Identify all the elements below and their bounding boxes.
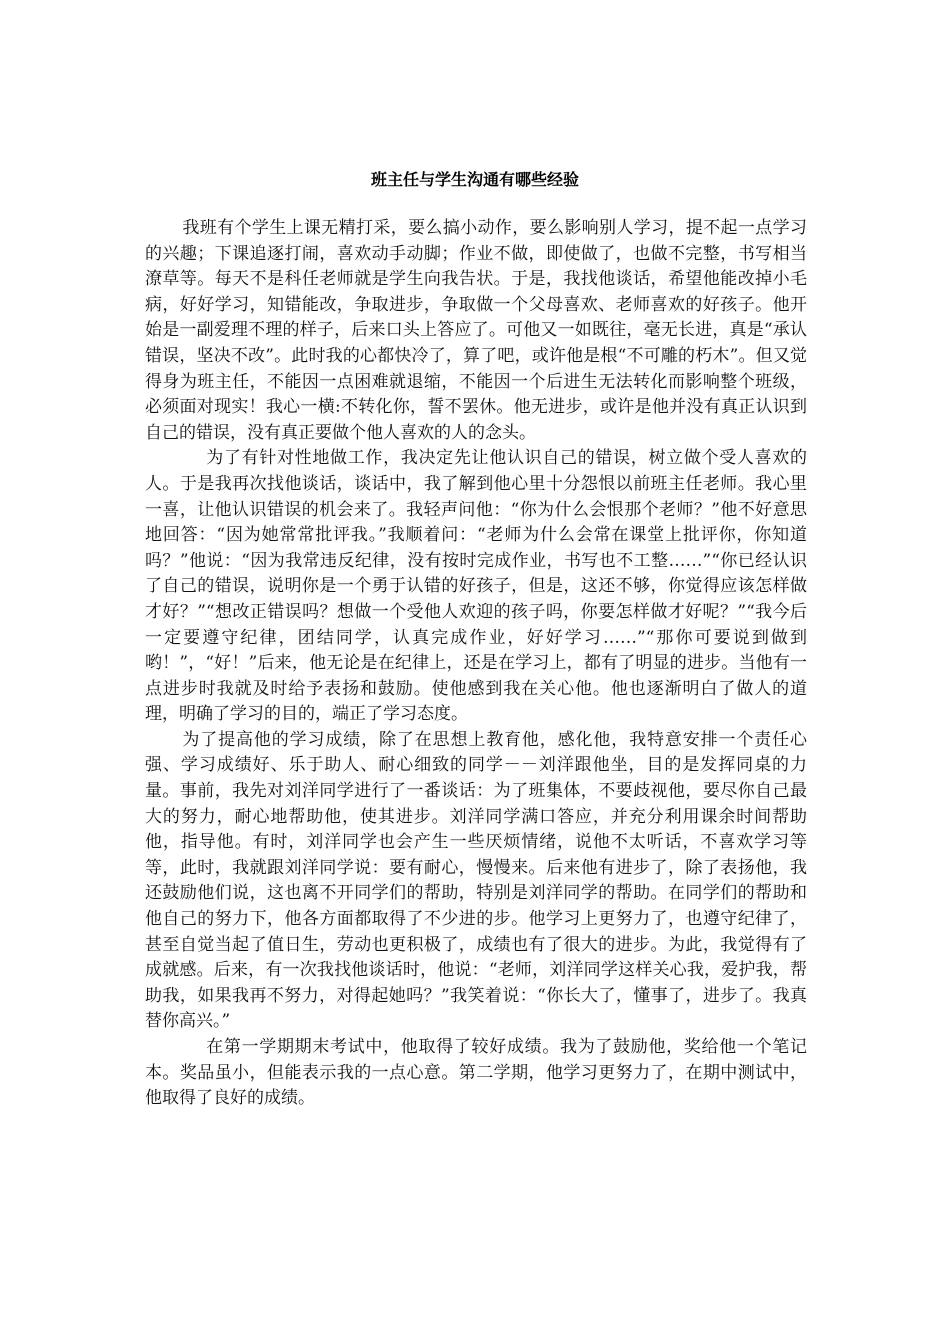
body-paragraph-2: 为了有针对性地做工作，我决定先让他认识自己的错误，树立做个受人喜欢的人。于是我再次找他谈话，谈话中，我了解到他心里十分怨恨以前班主任老师。我心里一喜，让他认识错误的机会来了。我轻声问他：“你为什么会恨那个老师？”他不好意思地回答：“因为她常常批评我。”我顺着问：“老师为什么会常在课堂上批评你，你知道吗？”他说：“因为我常违反纪律，没有按时完成作业，书写也不工整……”“你已经认识了自己的错误，说明你是一个勇于认错的好孩子，但是，这还不够，你觉得应该怎样做才好？”“想改正错误吗？想做一个受他人欢迎的孩子吗，你要怎样做才好呢？”“我今后一定要遵守纪律，团结同学，认真完成作业，好好学习……”“那你可要说到做到哟！”，“好！”后来，他无论是在纪律上，还是在学习上，都有了明显的进步。当他有一点进步时我就及时给予表扬和鼓励。使他感到我在关心他。他也逐渐明白了做人的道理，明确了学习的目的，端正了学习态度。 <box>145 448 807 725</box>
body-paragraph-4: 在第一学期期末考试中，他取得了较好成绩。我为了鼓励他，奖给他一个笔记本。奖品虽小，但能表示我的一点心意。第二学期，他学习更努力了，在期中测试中，他取得了良好的成绩。 <box>145 1037 807 1109</box>
body-paragraph-1: 我班有个学生上课无精打采，要么搞小动作，要么影响别人学习，提不起一点学习的兴趣；下课追逐打闹，喜欢动手动脚；作业不做，即使做了，也做不完整，书写相当潦草等。每天不是科任老师就是学生向我告状。于是，我找他谈话，希望他能改掉小毛病，好好学习，知错能改，争取进步，争取做一个父母喜欢、老师喜欢的好孩子。他开始是一副爱理不理的样子，后来口头上答应了。可他又一如既往，毫无长进，真是“承认错误，坚决不改”。此时我的心都快冷了，算了吧，或许他是根“不可雕的朽木”。但又觉得身为班主任，不能因一点困难就退缩，不能因一个后进生无法转化而影响整个班级，必须面对现实！我心一横:不转化你，誓不罢休。他无进步，或许是他并没有真正认识到自己的错误，没有真正要做个他人喜欢的人的念头。 <box>145 218 807 443</box>
document-body <box>145 216 807 1112</box>
body-paragraph-3: 为了提高他的学习成绩，除了在思想上教育他，感化他，我特意安排一个责任心强、学习成绩好、乐于助人、耐心细致的同学－－刘洋跟他坐，目的是发挥同桌的力量。事前，我先对刘洋同学进行了一番谈话：为了班集体，不要歧视他，要尽你自己最大的努力，耐心地帮助他，使其进步。刘洋同学满口答应，并充分利用课余时间帮助他，指导他。有时，刘洋同学也会产生一些厌烦情绪，说他不太听话，不喜欢学习等等，此时，我就跟刘洋同学说：要有耐心，慢慢来。后来他有进步了，除了表扬他，我还鼓励他们说，这也离不开同学们的帮助，特别是刘洋同学的帮助。在同学们的帮助和他自己的努力下，他各方面都取得了不少进的步。他学习上更努力了，也遵守纪律了，甚至自觉当起了值日生，劳动也更积极了，成绩也有了很大的进步。为此，我觉得有了成就感。后来，有一次我找他谈话时，他说：“老师，刘洋同学这样关心我，爱护我，帮助我，如果我再不努力，对得起她吗？”我笑着说：“你长大了，懂事了，进步了。我真替你高兴。” <box>145 729 807 1032</box>
document-title: 班主任与学生沟通有哪些经验 <box>370 170 579 189</box>
